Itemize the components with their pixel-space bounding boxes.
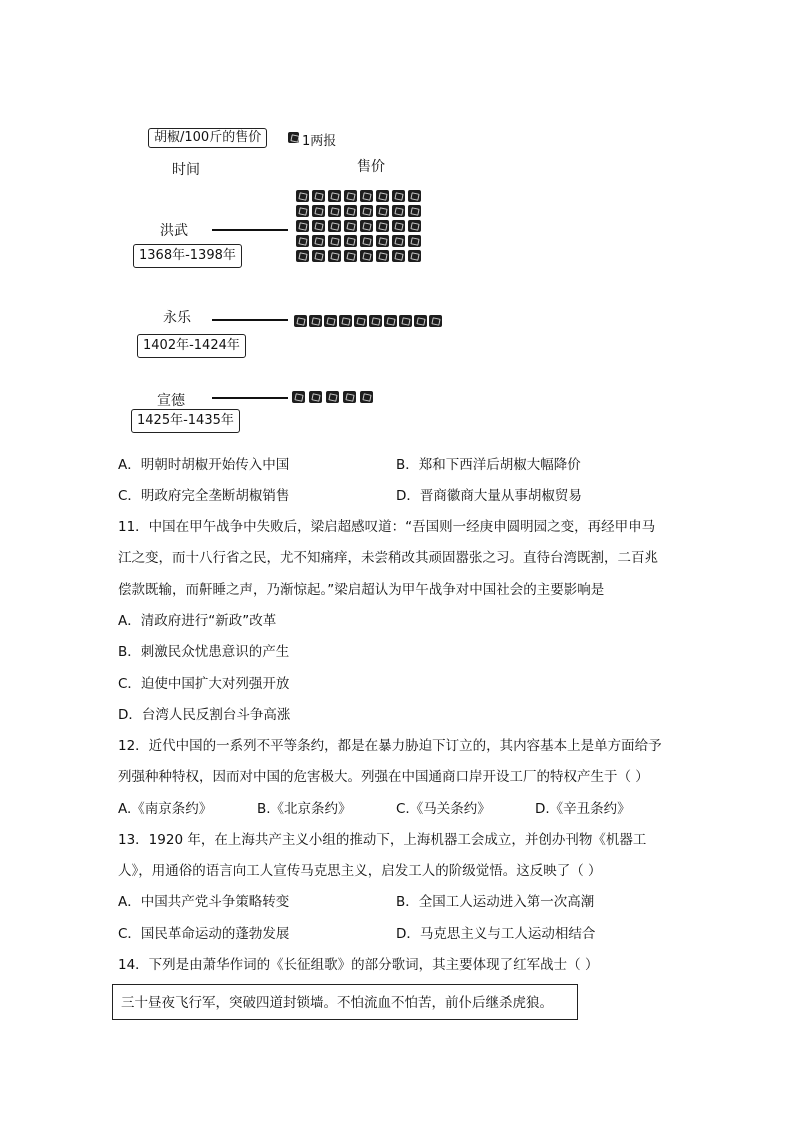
coin-icon: [414, 315, 427, 327]
coin-icon: [408, 220, 421, 232]
coin-icon: [344, 235, 357, 247]
coin-icon: [392, 190, 405, 202]
coin-icon: [392, 205, 405, 217]
coin-icon: [344, 190, 357, 202]
q13-option-d[interactable]: D．马克思主义与工人运动相结合: [396, 926, 596, 942]
coin-icon: [326, 391, 339, 403]
coin-legend-icon: [288, 132, 299, 143]
coin-icon: [312, 220, 325, 232]
q11-option-a[interactable]: A．清政府进行“新政”改革: [118, 613, 277, 629]
coin-icon: [324, 315, 337, 327]
q13-stem-line: 13．1920 年，在上海共产主义小组的推动下，上海机器工会成立，并创办刊物《机器工: [118, 832, 647, 848]
period-connector: [212, 397, 288, 399]
q10-option-c[interactable]: C．明政府完全垄断胡椒销售: [118, 488, 290, 504]
q11-option-d[interactable]: D．台湾人民反割台斗争高涨: [118, 707, 291, 723]
coin-icon: [328, 205, 341, 217]
period-connector: [212, 229, 288, 231]
coin-icon: [369, 315, 382, 327]
period-connector: [212, 319, 288, 321]
price-coins: [294, 315, 442, 327]
coin-icon: [343, 391, 356, 403]
coin-icon: [392, 220, 405, 232]
coin-icon: [399, 315, 412, 327]
coin-icon: [296, 220, 309, 232]
legend-label: 1两报: [302, 134, 337, 149]
coin-icon: [312, 205, 325, 217]
coin-icon: [328, 235, 341, 247]
q13-option-c[interactable]: C．国民革命运动的蓬勃发展: [118, 926, 290, 942]
coin-icon: [384, 315, 397, 327]
coin-icon: [296, 190, 309, 202]
coin-icon: [360, 205, 373, 217]
coin-icon: [312, 190, 325, 202]
coin-icon: [376, 190, 389, 202]
q12-option-a[interactable]: A.《南京条约》: [118, 801, 213, 817]
q13-option-b[interactable]: B．全国工人运动进入第一次高潮: [396, 894, 595, 910]
coin-icon: [408, 190, 421, 202]
q14-poem-box: 三十昼夜飞行军，突破四道封锁墙。不怕流血不怕苦，前仆后继杀虎狼。: [112, 984, 578, 1020]
period-years-box: 1425年-1435年: [131, 409, 240, 433]
coin-icon: [296, 250, 309, 262]
coin-icon: [292, 391, 305, 403]
coin-icon: [344, 220, 357, 232]
coin-icon: [392, 250, 405, 262]
price-coins: [292, 391, 373, 403]
q10-option-a[interactable]: A．明朝时胡椒开始传入中国: [118, 457, 290, 473]
coin-icon: [408, 235, 421, 247]
period-years-box: 1402年-1424年: [137, 334, 246, 358]
q14-stem-line: 14．下列是由萧华作词的《长征组歌》的部分歌词，其主要体现了红军战士（ ）: [118, 957, 599, 973]
coin-icon: [328, 220, 341, 232]
coin-icon: [392, 235, 405, 247]
coin-icon: [408, 250, 421, 262]
q11-stem-line: 江之变，而十八行省之民，尤不知痛痒，未尝稍改其顽固嚣张之习。直待台湾既割，二百兆: [118, 550, 658, 566]
q12-stem-line: 列强种种特权，因而对中国的危害极大。列强在中国通商口岸开设工厂的特权产生于（ ）: [118, 769, 649, 785]
coin-icon: [429, 315, 442, 327]
period-name: 洪武: [160, 223, 188, 239]
coin-icon: [376, 220, 389, 232]
coin-icon: [376, 250, 389, 262]
coin-icon: [360, 391, 373, 403]
coin-icon: [354, 315, 367, 327]
coin-icon: [309, 315, 322, 327]
q11-stem-line: 11．中国在甲午战争中失败后，梁启超感叹道：“吾国则一经庚申圆明园之变，再经甲申马: [118, 519, 656, 535]
coin-icon: [360, 190, 373, 202]
price-coins: [296, 190, 421, 262]
q12-option-b[interactable]: B.《北京条约》: [257, 801, 352, 817]
period-name: 宣德: [157, 393, 185, 409]
q11-stem-line: 偿款既输，而鼾睡之声，乃渐惊起。”梁启超认为甲午战争对中国社会的主要影响是: [118, 582, 605, 598]
coin-icon: [312, 235, 325, 247]
coin-icon: [360, 250, 373, 262]
q11-option-c[interactable]: C．迫使中国扩大对列强开放: [118, 676, 290, 692]
q13-stem-line: 人》，用通俗的语言向工人宣传马克思主义，启发工人的阶级觉悟。这反映了（ ）: [118, 863, 602, 879]
coin-icon: [309, 391, 322, 403]
period-years-box: 1368年-1398年: [133, 244, 242, 268]
q10-option-d[interactable]: D．晋商徽商大量从事胡椒贸易: [396, 488, 582, 504]
coin-icon: [344, 205, 357, 217]
q12-option-c[interactable]: C.《马关条约》: [396, 801, 491, 817]
coin-icon: [312, 250, 325, 262]
coin-icon: [328, 190, 341, 202]
period-name: 永乐: [163, 310, 191, 326]
q13-option-a[interactable]: A．中国共产党斗争策略转变: [118, 894, 290, 910]
coin-icon: [296, 235, 309, 247]
figure-title-box: 胡椒/100斤的售价: [148, 128, 267, 148]
q12-stem-line: 12．近代中国的一系列不平等条约，都是在暴力胁迫下订立的，其内容基本上是单方面给予: [118, 738, 662, 754]
coin-icon: [376, 235, 389, 247]
coin-icon: [408, 205, 421, 217]
coin-icon: [294, 315, 307, 327]
q12-option-d[interactable]: D.《辛丑条约》: [535, 801, 631, 817]
coin-icon: [360, 220, 373, 232]
coin-icon: [328, 250, 341, 262]
coin-icon: [360, 235, 373, 247]
coin-icon: [296, 205, 309, 217]
q11-option-b[interactable]: B．刺激民众忧患意识的产生: [118, 644, 290, 660]
q10-option-b[interactable]: B．郑和下西洋后胡椒大幅降价: [396, 457, 581, 473]
coin-icon: [344, 250, 357, 262]
coin-icon: [339, 315, 352, 327]
column-header-price: 售价: [357, 159, 385, 175]
coin-icon: [376, 205, 389, 217]
column-header-time: 时间: [172, 162, 200, 178]
